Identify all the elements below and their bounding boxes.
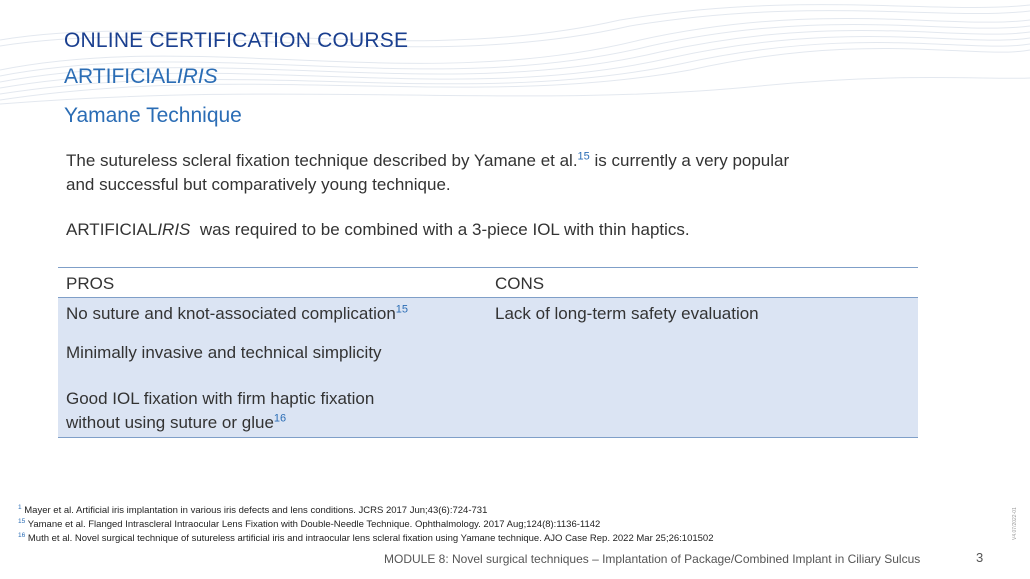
requirement-italic: IRIS [157, 220, 191, 239]
reference-number: 15 [18, 517, 26, 525]
citation-16: 16 [273, 412, 287, 425]
pros-item-text: without using suture or glue [66, 413, 274, 432]
pros-item-text-line1: Good IOL fixation with firm haptic fixation [66, 389, 375, 408]
cons-item: Lack of long-term safety evaluation [495, 304, 759, 323]
intro-paragraph [66, 149, 916, 197]
citation-15: 15 [395, 303, 409, 316]
requirement-paragraph [66, 218, 690, 242]
cons-column-header: CONS [495, 274, 545, 293]
pros-item [66, 341, 382, 365]
course-title: ONLINE CERTIFICATION COURSE [64, 29, 409, 52]
reference-text: Yamane et al. Flanged Intrascleral Intraocular Lens Fixation with Double-Needle Technique. Ophthalmology. 2017 Aug;124(8):1136-1142 [27, 519, 601, 530]
requirement-rest: was required to be combined with a 3-piece IOL with thin haptics. [190, 220, 690, 239]
page-number: 3 [976, 550, 984, 565]
course-subtitle [64, 65, 218, 89]
reference-text: Muth et al. Novel surgical technique of sutureless artificial iris and intraocular lens scleral fixation using Yamane technique. AJO Case Rep. 2022 Mar 25;26:101502 [27, 533, 714, 544]
pros-column-header: PROS [66, 274, 115, 293]
citation-15: 15 [577, 150, 590, 163]
intro-text-a: The sutureless scleral fixation technique described by Yamane et al. [66, 151, 578, 170]
intro-text-b: is currently a very popular [589, 151, 790, 170]
table-body [58, 298, 918, 438]
section-heading: Yamane Technique [64, 104, 242, 127]
pros-item-text: No suture and knot-associated complication [66, 304, 396, 323]
intro-text-line2: and successful but comparatively young technique. [66, 175, 451, 194]
pros-item-text: Minimally invasive and technical simplicity [66, 343, 382, 362]
reference-number: 16 [18, 531, 26, 539]
document-code: V4.07/2022-01 [1012, 507, 1018, 540]
module-footer: MODULE 8: Novel surgical techniques – Implantation of Package/Combined Implant in Ciliary Sulcus [384, 552, 921, 566]
course-subtitle-prefix: ARTIFICIAL [64, 65, 177, 88]
reference-item [18, 504, 714, 518]
reference-item [18, 518, 714, 532]
table-header-row [58, 267, 918, 298]
pros-item [66, 302, 408, 326]
reference-number: 1 [18, 503, 22, 511]
course-subtitle-italic: IRIS [176, 65, 218, 88]
pros-item [66, 387, 374, 435]
header-wave-decoration [0, 0, 1030, 110]
pros-cons-table [58, 267, 918, 438]
reference-item [18, 532, 714, 546]
reference-text: Mayer et al. Artificial iris implantation in various iris defects and lens conditions. JCRS 2017 Jun;43(6):724-731 [24, 505, 488, 516]
requirement-prefix: ARTIFICIAL [66, 220, 158, 239]
references-list [18, 504, 714, 546]
